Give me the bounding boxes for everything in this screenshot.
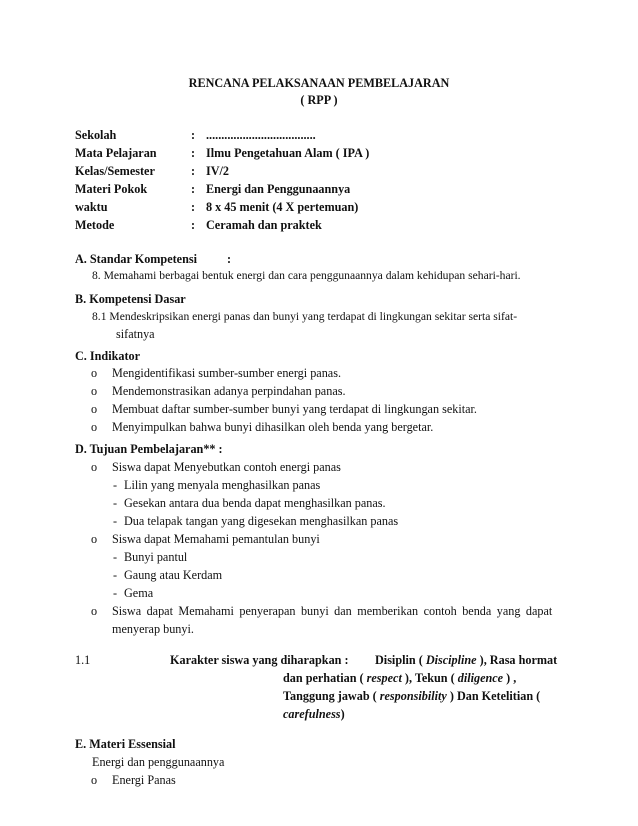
karakter-text: dan perhatian (: [283, 671, 367, 685]
goal-subitem: Gema: [124, 586, 154, 600]
identity-label-metode: Metode: [75, 218, 115, 232]
list-item: Mengidentifikasi sumber-sumber energi panas.: [112, 366, 342, 380]
identity-label-materi: Materi Pokok: [75, 182, 148, 196]
karakter-text: ), Rasa hormat: [476, 653, 558, 667]
bullet-icon: o: [91, 604, 98, 618]
identity-value-waktu: 8 x 45 menit (4 X pertemuan): [206, 200, 359, 214]
identity-value-sekolah: ....................................: [206, 128, 316, 142]
section-b-line1: 8.1 Mendeskripsikan energi panas dan bunyi yang terdapat di lingkungan sekitar serta sifat-: [92, 310, 518, 323]
identity-label-mapel: Mata Pelajaran: [75, 146, 157, 160]
identity-label-waktu: waktu: [75, 200, 108, 214]
section-d-heading: D. Tujuan Pembelajaran** :: [75, 442, 223, 456]
dash-icon: -: [113, 514, 118, 528]
goal-item-continued: menyerap bunyi.: [112, 622, 194, 636]
identity-value-mapel: Ilmu Pengetahuan Alam ( IPA ): [206, 146, 370, 160]
goal-item: Siswa dapat Menyebutkan contoh energi panas: [112, 460, 341, 474]
goal-subitem: Lilin yang menyala menghasilkan panas: [124, 478, 321, 492]
dash-icon: -: [113, 478, 118, 492]
karakter-term: carefulness: [283, 707, 341, 721]
karakter-line2: [283, 671, 516, 686]
identity-colon: :: [191, 218, 196, 232]
dash-icon: -: [113, 496, 118, 510]
dash-icon: -: [113, 550, 118, 564]
karakter-text: Tanggung jawab (: [283, 689, 380, 703]
karakter-term: respect: [366, 671, 402, 685]
section-a-text: 8. Memahami berbagai bentuk energi dan cara penggunaannya dalam kehidupan sehari-hari.: [92, 269, 521, 282]
section-a-colon: :: [227, 252, 232, 266]
karakter-line3: [283, 689, 540, 704]
bullet-icon: o: [91, 420, 98, 434]
karakter-term: Discipline: [425, 653, 477, 667]
dash-icon: -: [113, 586, 118, 600]
section-e-heading: E. Materi Essensial: [75, 737, 176, 751]
karakter-text: ), Tekun (: [401, 671, 458, 685]
bullet-icon: o: [91, 366, 98, 380]
karakter-line1: [375, 653, 557, 668]
goal-subitem: Dua telapak tangan yang digesekan menghasilkan panas: [124, 514, 399, 528]
identity-value-kelas: IV/2: [206, 164, 230, 178]
document-subtitle: ( RPP ): [300, 93, 338, 107]
karakter-number: 1.1: [75, 653, 91, 667]
karakter-text: ): [340, 707, 345, 721]
bullet-icon: o: [91, 402, 98, 416]
goal-item: Siswa dapat Memahami pemantulan bunyi: [112, 532, 320, 546]
karakter-text: Disiplin (: [375, 653, 426, 667]
list-item: Mendemonstrasikan adanya perpindahan panas.: [112, 384, 346, 398]
identity-colon: :: [191, 128, 196, 142]
karakter-text: ) ,: [503, 671, 517, 685]
identity-value-metode: Ceramah dan praktek: [206, 218, 322, 232]
karakter-text: ) Dan Ketelitian (: [446, 689, 541, 703]
bullet-icon: o: [91, 460, 98, 474]
list-item: Membuat daftar sumber-sumber bunyi yang terdapat di lingkungan sekitar.: [112, 402, 477, 416]
karakter-term: diligence: [457, 671, 504, 685]
list-item: Energi Panas: [112, 773, 176, 787]
bullet-icon: o: [91, 384, 98, 398]
karakter-term: responsibility: [379, 689, 447, 703]
identity-value-materi: Energi dan Penggunaannya: [206, 182, 351, 196]
goal-subitem: Gaung atau Kerdam: [124, 568, 223, 582]
list-item: Menyimpulkan bahwa bunyi dihasilkan oleh benda yang bergetar.: [112, 420, 434, 434]
section-b-line2: sifatnya: [116, 327, 155, 341]
section-b-heading: B. Kompetensi Dasar: [75, 292, 186, 306]
section-c-heading: C. Indikator: [75, 349, 141, 363]
bullet-icon: o: [91, 532, 98, 546]
karakter-label: Karakter siswa yang diharapkan :: [170, 653, 349, 667]
dash-icon: -: [113, 568, 118, 582]
section-a-heading: A. Standar Kompetensi: [75, 252, 197, 266]
document-title: RENCANA PELAKSANAAN PEMBELAJARAN: [188, 76, 450, 90]
goal-item: Siswa dapat Memahami penyerapan bunyi dan memberikan contoh benda yang dapat: [112, 604, 553, 618]
bullet-icon: o: [91, 773, 98, 787]
identity-label-sekolah: Sekolah: [75, 128, 117, 142]
goal-subitem: Bunyi pantul: [124, 550, 188, 564]
karakter-line4: [283, 707, 345, 722]
identity-colon: :: [191, 146, 196, 160]
section-e-text: Energi dan penggunaannya: [92, 755, 225, 769]
identity-colon: :: [191, 200, 196, 214]
identity-label-kelas: Kelas/Semester: [75, 164, 155, 178]
identity-colon: :: [191, 182, 196, 196]
goal-subitem: Gesekan antara dua benda dapat menghasilkan panas.: [124, 496, 386, 510]
identity-colon: :: [191, 164, 196, 178]
